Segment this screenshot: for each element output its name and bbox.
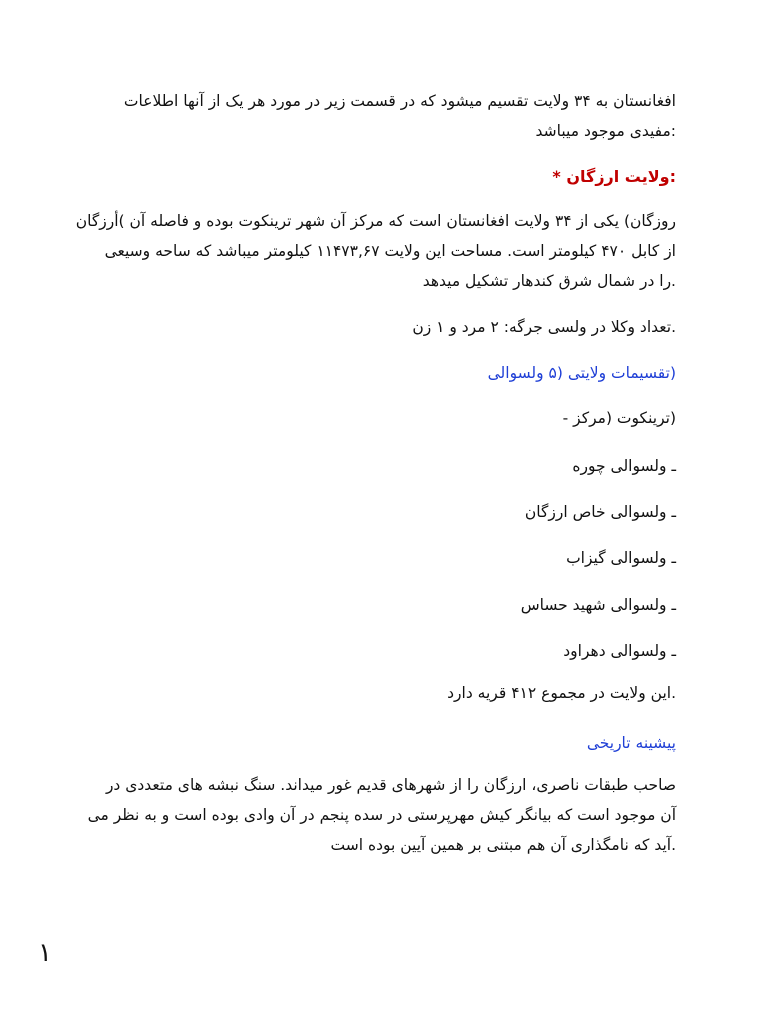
villages-text: .این ولایت در مجموع ۴۱۲ قریه دارد [447,684,676,702]
history-line-2: آن موجود است که بیانگر کیش مهرپرستی در سده پنجم در آن وادی بوده است و به نظر می [87,806,676,824]
intro-line-1: افغانستان به ۳۴ ولایت تقسیم میشود که در قسمت زیر در مورد هر یک از آنها اطلاعات [123,92,676,110]
district-item: (ترینکوت (مرکز - [562,409,676,427]
description-line-2: از کابل ۴۷۰ کیلومتر است. مساحت این ولایت ۱۱۴۷۳,۶۷ کیلومتر میباشد که ساحه وسیعی [104,242,676,260]
history-line-1: صاحب طبقات ناصری، ارزگان را از شهرهای قدیم غور میداند. سنگ نبشه های متعددی در [105,776,676,794]
description-line-3: .را در شمال شرق کندهار تشکیل میدهد [422,272,676,290]
divisions-heading: (تقسیمات ولایتی (۵ ولسوالی [487,364,676,382]
district-item: ـ ولسوالی چوره [572,457,676,475]
intro-paragraph [96,86,676,146]
district-item: ـ ولسوالی شهید حساس [520,596,676,614]
history-line-3: .آید که نامگذاری آن هم مبتنی بر همین آیین بوده است [330,836,676,854]
history-heading: پیشینه تاریخی [586,734,676,752]
intro-line-2: :مفیدی موجود میباشد [535,122,676,140]
page-number: ۱ [38,938,52,968]
history-paragraph [87,770,676,860]
province-heading: :ولایت ارزگان * [552,167,676,186]
representatives-text: .تعداد وکلا در ولسی جرگه: ۲ مرد و ۱ زن [412,318,676,336]
description-line-1: روزگان) یکی از ۳۴ ولایت افغانستان است که مرکز آن شهر ترینکوت بوده و فاصله آن )أرزگان [75,212,676,230]
district-item: ـ ولسوالی خاص ارزگان [524,503,676,521]
district-item: ـ ولسوالی دهراود [563,642,676,660]
district-item: ـ ولسوالی گیزاب [566,549,676,567]
description-paragraph [75,206,676,296]
